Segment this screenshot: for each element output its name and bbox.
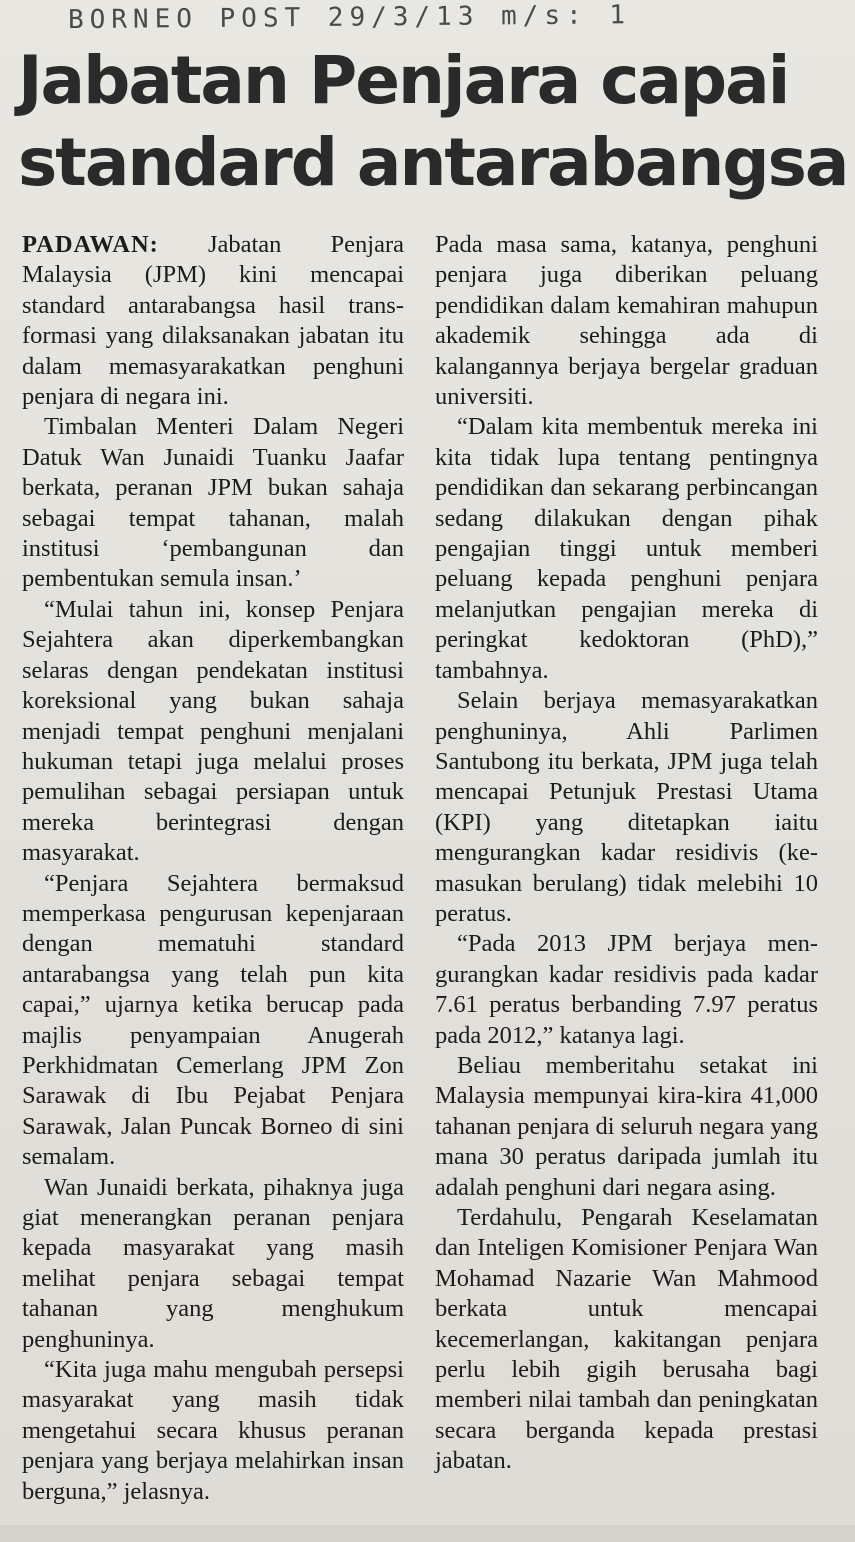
dateline: PADAWAN: (22, 231, 159, 258)
page-bottom-edge (0, 1525, 855, 1542)
article-paragraph: Terdahulu, Pengarah Keselamatan dan Inteligen Komisioner Penjara Wan Mohamad Nazarie Wan Mahmood berkata untuk mencapai kecemerlangan, kakitangan penjara perlu lebih gigih berusaha bagi memberi nilai tambah dan peningkatan secara berganda kepada prestasi jabatan. (435, 1204, 818, 1475)
article-paragraph: “Penjara Sejahtera bermaksud memperkasa pengurusan kepenjaraan dengan mematuhi standard antarabangsa yang telah pun kita capai,” ujarnya ketika berucap pada majlis penyampaian Anugerah Perkhidmatan Cemerlang JPM Zon Sarawak di Ibu Pejabat Penjara Sarawak, Jalan Puncak Borneo di sini semalam. (22, 869, 404, 1171)
article-paragraph: “Dalam kita membentuk mereka ini kita tidak lupa tentang pentingnya pendidikan dan sekarang perbincangan sedang dilakukan dengan pihak pengajian tinggi untuk memberi peluang kepada penghuni penjara melanjutkan pengajian mereka di peringkat kedoktoran (PhD),” tambahnya. (435, 413, 818, 684)
article-column-right (435, 230, 818, 1477)
headline-line-2: standard antarabangsa (18, 124, 848, 201)
article-paragraph: PADAWAN: Jabatan Penjara Malaysia (JPM) kini mencapai standard antarabangsa hasil transformasi yang dilaksanakan jabatan itu dalam memasyarakatkan penghuni penjara di negara ini. (22, 231, 404, 411)
article-column-left (22, 230, 404, 1507)
article-paragraph: Selain berjaya memasyarakatkan penghuninya, Ahli Parlimen Santubong itu berkata, JPM juga telah mencapai Petunjuk Prestasi Utama (KPI) yang ditetapkan iaitu mengurangkan kadar residivis (kemasukan berulang) tidak melebihi 10 peratus. (435, 687, 818, 927)
article-paragraph: “Pada 2013 JPM berjaya mengurangkan kadar residivis pada kadar 7.61 peratus berbanding 7.97 peratus pada 2012,” katanya lagi. (435, 930, 818, 1049)
article-paragraph: Timbalan Menteri Dalam Negeri Datuk Wan Junaidi Tuanku Jaafar berkata, peranan JPM bukan sahaja sebagai tempat tahanan, malah institusi ‘pembangunan dan pembentukan semula insan.’ (22, 413, 404, 593)
headline (18, 40, 848, 204)
handwritten-source-note: BORNEO POST 29/3/13 m/s: 1 (67, 0, 632, 36)
article-paragraph: Wan Junaidi berkata, pihaknya juga giat menerangkan peranan penjara kepada masyarakat yang masih melihat penjara sebagai tempat tahanan yang menghukum penghuninya. (22, 1173, 404, 1353)
article-paragraph: Beliau memberitahu setakat ini Malaysia mempunyai kira-kira 41,000 tahanan penjara di seluruh negara yang mana 30 peratus daripada jumlah itu adalah penghuni dari negara asing. (435, 1051, 818, 1201)
article-paragraph: Pada masa sama, katanya, penghuni penjara juga diberikan peluang pendidikan dalam kemahiran mahupun akademik sehingga ada di kalangannya berjaya bergelar graduan universiti. (435, 231, 818, 411)
article-paragraph: “Kita juga mahu mengubah persepsi masyarakat yang masih tidak mengetahui secara khusus peranan penjara yang berjaya melahirkan insan berguna,” jelasnya. (22, 1356, 404, 1505)
headline-line-1: Jabatan Penjara capai (18, 42, 789, 119)
article-paragraph: “Mulai tahun ini, konsep Penjara Sejahtera akan diperkembangkan selaras dengan pendekatan institusi koreksional yang bukan sahaja menjadi tempat penghuni menjalani hukuman tetapi juga melalui proses pemulihan sebagai persiapan untuk mereka berintegrasi dengan masyarakat. (22, 595, 404, 867)
